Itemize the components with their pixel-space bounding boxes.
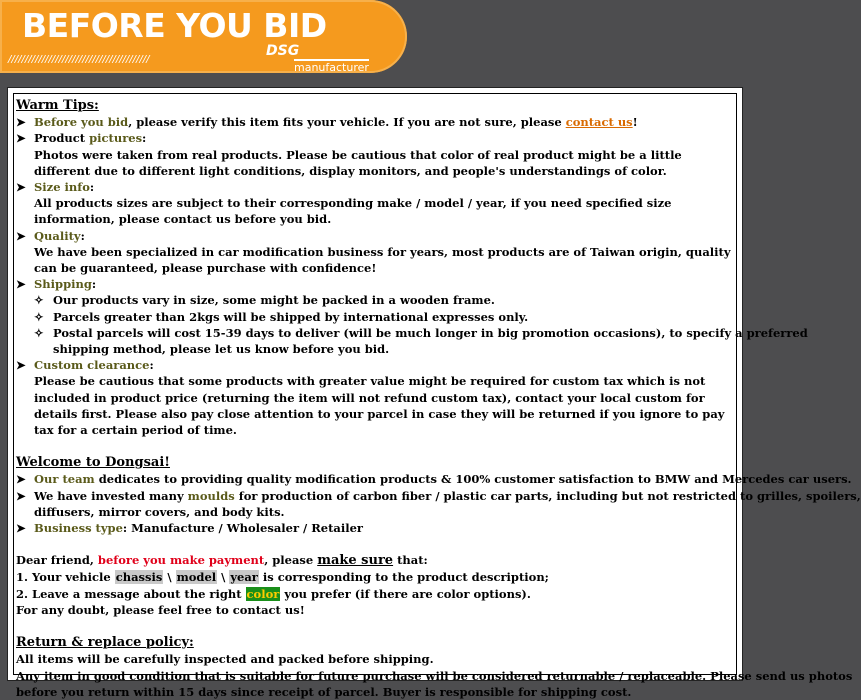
payment-notice: Dear friend, before you make payment, please make sure that:	[16, 553, 428, 569]
brand-logo: DSG	[266, 43, 300, 59]
pictures-text: Photos were taken from real products. Please be cautious that color of real product might be a little different due to different light conditions, display monitors, and people's understandings of color.	[34, 147, 682, 178]
banner-title: BEFORE YOU BID	[22, 6, 327, 45]
list-item: ➤ Custom clearance:	[16, 358, 154, 373]
list-item: ➤ Business type: Manufacture / Wholesaler / Retailer	[16, 521, 363, 536]
diamond-bullet-icon: ✧	[34, 309, 44, 324]
list-item: ➤ Before you bid, please verify this item fits your vehicle. If you are not sure, please contact us!	[16, 115, 638, 130]
arrow-bullet-icon: ➤	[16, 488, 26, 503]
list-item: ✧ Our products vary in size, some might be packed in a wooden frame.	[34, 293, 495, 308]
banner-hatch: //////////////////////////////////////////	[8, 54, 150, 65]
arrow-bullet-icon: ➤	[16, 472, 26, 487]
list-item: ✧ Parcels greater than 2kgs will be shipped by international expresses only.	[34, 309, 529, 324]
list-item: ➤ Size info:	[16, 180, 95, 195]
arrow-bullet-icon: ➤	[16, 521, 26, 536]
diamond-bullet-icon: ✧	[34, 293, 44, 308]
header-banner	[0, 0, 407, 73]
diamond-bullet-icon: ✧	[34, 325, 44, 340]
list-item: ➤ Product pictures:	[16, 131, 147, 146]
info-card	[7, 87, 861, 699]
arrow-bullet-icon: ➤	[16, 358, 26, 373]
quality-text: We have been specialized in car modification business for years, most products are of Taiwan origin, quality can be guaranteed, please purchase with confidence!	[34, 244, 731, 276]
list-item: 2. Leave a message about the right color you prefer (if there are color options).	[16, 586, 531, 601]
welcome-title: Welcome to Dongsai!	[16, 455, 170, 471]
list-item: ➤ Quality:	[16, 228, 85, 243]
arrow-bullet-icon: ➤	[16, 115, 26, 130]
list-item: 1. Your vehicle chassis \ model \ year is corresponding to the product description;	[16, 570, 549, 585]
list-item: ➤ We have invested many moulds for production of carbon fiber / plastic car parts, including but not restricted to grilles, spoilers,	[16, 488, 861, 503]
list-item: ➤ Our team dedicates to providing quality modification products & 100% customer satisfaction to BMW and Mercedes car users.	[16, 472, 852, 487]
size-text: All products sizes are subject to their corresponding make / model / year, if you need specified size information, please contact us before you bid.	[34, 196, 672, 227]
list-item: ➤ Shipping:	[16, 277, 97, 292]
custom-text: Please be cautious that some products with greater value might be required for custom tax which is not included in product price (returning the item will not refund custom tax), contact your local custom for details first. Please also pay close attention to your parcel in case they will be returned if you ignore to pay tax for a certain period of time.	[34, 374, 725, 438]
arrow-bullet-icon: ➤	[16, 228, 26, 243]
list-item: ✧ Postal parcels will cost 15-39 days to deliver (will be much longer in big promotion occasions), to specify a preferred	[34, 325, 808, 340]
arrow-bullet-icon: ➤	[16, 180, 26, 195]
banner-subtitle: manufacturer	[294, 61, 369, 74]
info-card-inner: Warm Tips: ➤ Before you bid, please verify this item fits your vehicle. If you are not sure, please contact us! ➤ Product pictures: Photos were taken from real products. Please be cautious that color of real product might be a little different due to different light conditions, display monitors, and people's understandings of color. ➤ Size info: All products sizes are subject to their corresponding make / model / year, if you need specified size information, please contact us before you bid. ➤ Quality: We have been specialized in car modification business for years, most products are of Taiwan origin, quality can be guaranteed, please purchase with confidence! ➤ Shipping: ✧ Our products vary in size, some might be packed in a wooden frame. ✧ Parcels greater than 2kgs will be shipped by international expresses only. ✧ Postal parcels will cost 15-39 days to deliver (will be much longer in big promotion occasions), to specify a preferred shipping method, please let us know before you bid. ➤ Custom clearance: Please be cautious that some products with greater value might be required for custom tax which is not included in product price (returning the item will not refund custom tax), contact your local custom for details first. Please also pay close attention to your parcel in case they will be returned if you ignore to pay tax for a certain period of time. Welcome to Dongsai! ➤ Our team dedicates to providing quality modification products & 100% customer satisfaction to BMW and Mercedes car users. ➤ We have invested many moulds for production of carbon fiber / plastic car parts, including but not restricted to grilles, spoilers, diffusers, mirror covers, and body kits. ➤ Business type: Manufacture / Wholesaler / Retailer Dear friend, before you make payment, please make sure that: 1. Your vehicle chassis \ model \ year is corresponding to the product description; 2. Leave a message about the right color you prefer (if there are color options). For any doubt, please feel free to contact us! Return & replace policy: All items will be carefully inspected and packed before shipping. Any item in good condition that is suitable for future purchase will be considered returnable / replaceable. Please send us photos before you return within 15 days since receipt of parcel. Buyer is responsible for shipping cost.	[13, 93, 737, 675]
arrow-bullet-icon: ➤	[16, 277, 26, 292]
return-policy-title: Return & replace policy:	[16, 635, 194, 651]
contact-us-link[interactable]: contact us	[565, 115, 633, 130]
warm-tips-title: Warm Tips:	[16, 98, 99, 113]
arrow-bullet-icon: ➤	[16, 131, 26, 146]
